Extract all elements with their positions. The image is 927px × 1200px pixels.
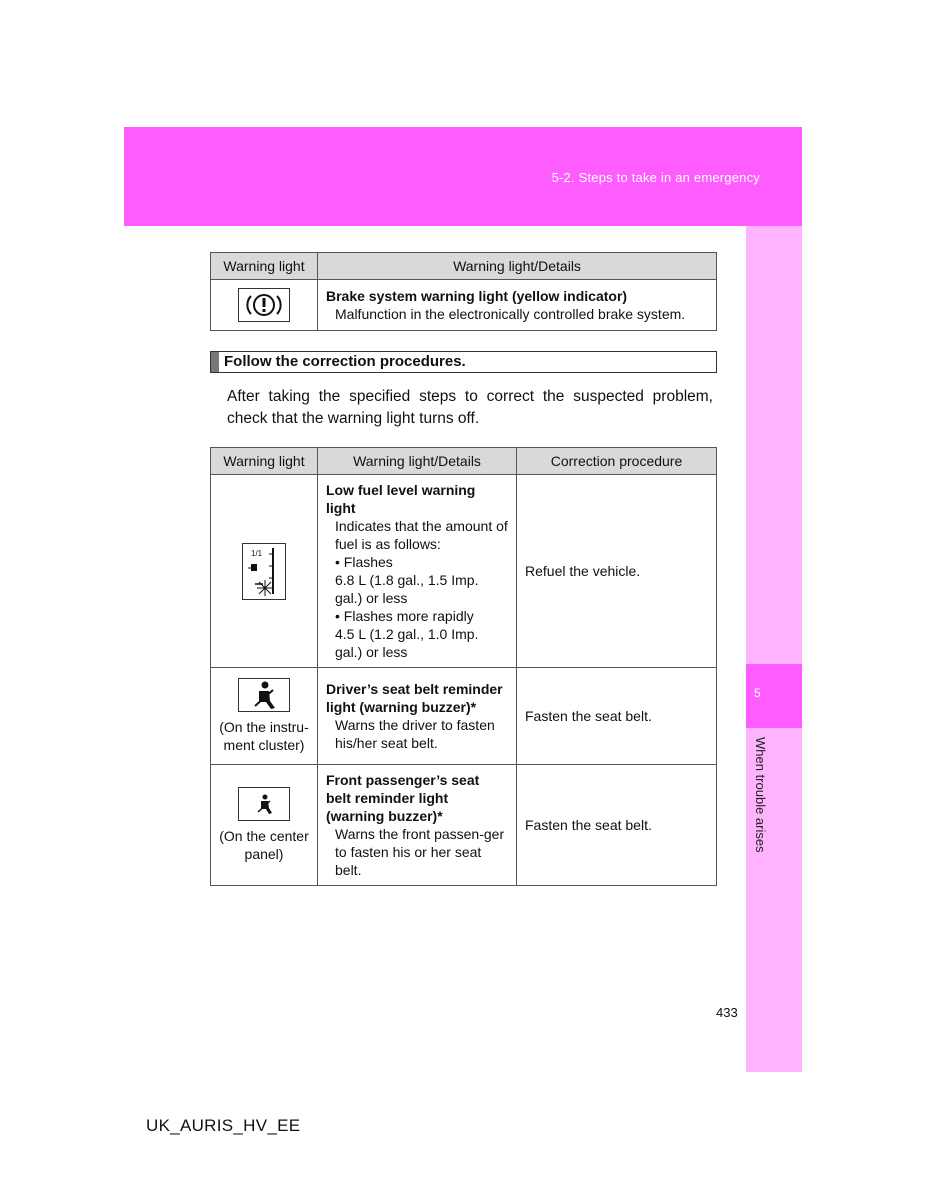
column-header: Warning light [211, 253, 318, 280]
warning-title: Driver’s seat belt reminder light (warning buzzer)* [326, 681, 503, 715]
section-marker [211, 352, 219, 372]
warning-light-table-2 [210, 447, 717, 886]
chapter-sidebar [746, 226, 802, 1072]
column-header: Correction procedure [517, 448, 717, 475]
column-header: Warning light [211, 448, 318, 475]
table-row [211, 668, 717, 765]
fuel-gauge-label: 1/1 [251, 548, 263, 558]
warning-detail: 4.5 L (1.2 gal., 1.0 Imp. gal.) or less [335, 626, 479, 660]
warning-title: Low fuel level warning light [326, 482, 476, 516]
details-cell [318, 475, 517, 668]
chapter-tab-number: 5 [754, 686, 761, 700]
warning-detail: • Flashes [335, 554, 393, 570]
body-paragraph: After taking the specified steps to correct the suspected problem, check that the warning light turns off. [227, 388, 713, 427]
icon-cell [211, 280, 318, 331]
icon-location-note: (On the center panel) [219, 828, 309, 862]
details-cell [318, 668, 517, 765]
warning-detail: Indicates that the amount of fuel is as follows: [335, 518, 508, 552]
section-breadcrumb: 5-2. Steps to take in an emergency [551, 170, 760, 185]
details-cell [318, 280, 717, 331]
details-cell [318, 765, 517, 886]
warning-title: Brake system warning light (yellow indicator) [326, 288, 628, 304]
icon-cell [211, 668, 318, 765]
brake-system-warning-icon [238, 288, 290, 322]
warning-title: Front passenger’s seat belt reminder light (warning buzzer)* [326, 772, 480, 824]
table-row [211, 765, 717, 886]
table-header-row [211, 253, 717, 280]
warning-detail: • Flashes more rapidly [335, 608, 474, 624]
correction-cell: Fasten the seat belt. [517, 668, 717, 765]
correction-cell: Fasten the seat belt. [517, 765, 717, 886]
table-header-row [211, 448, 717, 475]
section-heading [210, 351, 717, 373]
warning-light-table-1 [210, 252, 717, 331]
low-fuel-warning-icon [242, 543, 286, 600]
correction-cell: Refuel the vehicle. [517, 475, 717, 668]
icon-location-note: (On the instru-ment cluster) [219, 719, 309, 753]
warning-detail: Warns the front passen-ger to fasten his or her seat belt. [335, 826, 505, 878]
passenger-seat-belt-reminder-icon [238, 787, 290, 821]
chapter-header-band [124, 127, 802, 226]
table-row [211, 280, 717, 331]
column-header: Warning light/Details [318, 253, 717, 280]
warning-detail: Malfunction in the electronically controlled brake system. [335, 306, 686, 322]
chapter-tab [746, 664, 802, 728]
icon-cell [211, 475, 318, 668]
table-row [211, 475, 717, 668]
warning-detail: Warns the driver to fasten his/her seat belt. [335, 717, 495, 751]
column-header: Warning light/Details [318, 448, 517, 475]
section-title: Follow the correction procedures. [224, 353, 466, 370]
icon-cell [211, 765, 318, 886]
seat-belt-reminder-icon [238, 678, 290, 712]
page-number: 433 [716, 1005, 738, 1020]
warning-detail: 6.8 L (1.8 gal., 1.5 Imp. gal.) or less [335, 572, 479, 606]
chapter-title-vertical: When trouble arises [753, 737, 768, 853]
document-footer-code: UK_AURIS_HV_EE [146, 1116, 301, 1135]
